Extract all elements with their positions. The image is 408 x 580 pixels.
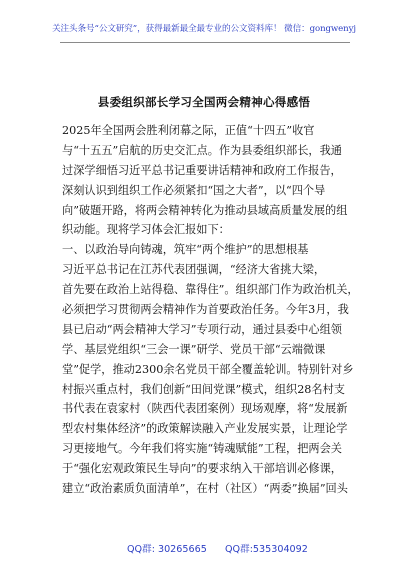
body-line: 与“十五五”启航的历史交汇点。作为县委组织部长，我通 [62,143,342,157]
body-line: 建立“政治素质负面清单”，在村（社区）“两委”换届”回头 [62,482,348,496]
header-banner: 关注头条号“公文研究”，获得最新最全最专业的公文资料库！ 微信：gongwenyj [52,24,356,34]
body-line: 型农村集体经济”的政策解读融入产业发展实景，让理论学 [62,422,348,436]
body-line: 书代表在袁家村（陕西代表团案例）现场观摩，将“发展新 [62,402,348,416]
body-line: 习近平总书记在江苏代表团强调，“经济大省挑大梁， [62,263,326,277]
body-line: 于“强化宏观政策民生导向”的要求纳入干部培训必修课， [62,462,342,476]
body-line: 学、基层党组织“三会一课”研学、党员干部“云端微课 [62,342,326,356]
body-line: 深刻认识到组织工作必须紧扣“国之大者”，以“四个导 [62,183,326,197]
body-line: 2025年全国两会胜利闭幕之际，正值“十四五”收官 [62,124,315,137]
body-line: 习更接地气。今年我们将实施“铸魂赋能”工程，把两会关 [62,442,342,456]
body-line: 村振兴重点村，我们创新“田间党课”模式，组织28名村支 [62,382,345,396]
body-line: 织动能。现将学习体会汇报如下： [62,223,230,237]
document-body [62,121,360,499]
document-title: 县委组织部长学习全国两会精神心得感悟 [97,95,311,109]
body-line: 向”破题开路，将两会精神转化为推动县域高质量发展的组 [62,203,348,217]
body-line: 首先要在政治上站得稳、靠得住”。组织部门作为政治机关， [62,283,359,297]
body-line: 过深学细悟习近平总书记重要讲话精神和政府工作报告， [62,163,342,177]
body-line: 县已启动“两会精神大学习”专项行动，通过县委中心组领 [62,322,342,336]
section-heading: 一、以政治导向铸魂，筑牢“两个维护”的思想根基 [62,243,309,257]
footer-qq-group-right: QQ群:535304092 [225,544,308,555]
header-divider [60,42,350,43]
footer-qq-group-left: QQ群: 30265665 [127,544,207,555]
body-line: 堂”促学，推动2300余名党员干部全覆盖轮训。特别针对乡 [62,362,354,376]
body-line: 必须把学习贯彻两会精神作为首要政治任务。今年3月，我 [62,303,349,317]
